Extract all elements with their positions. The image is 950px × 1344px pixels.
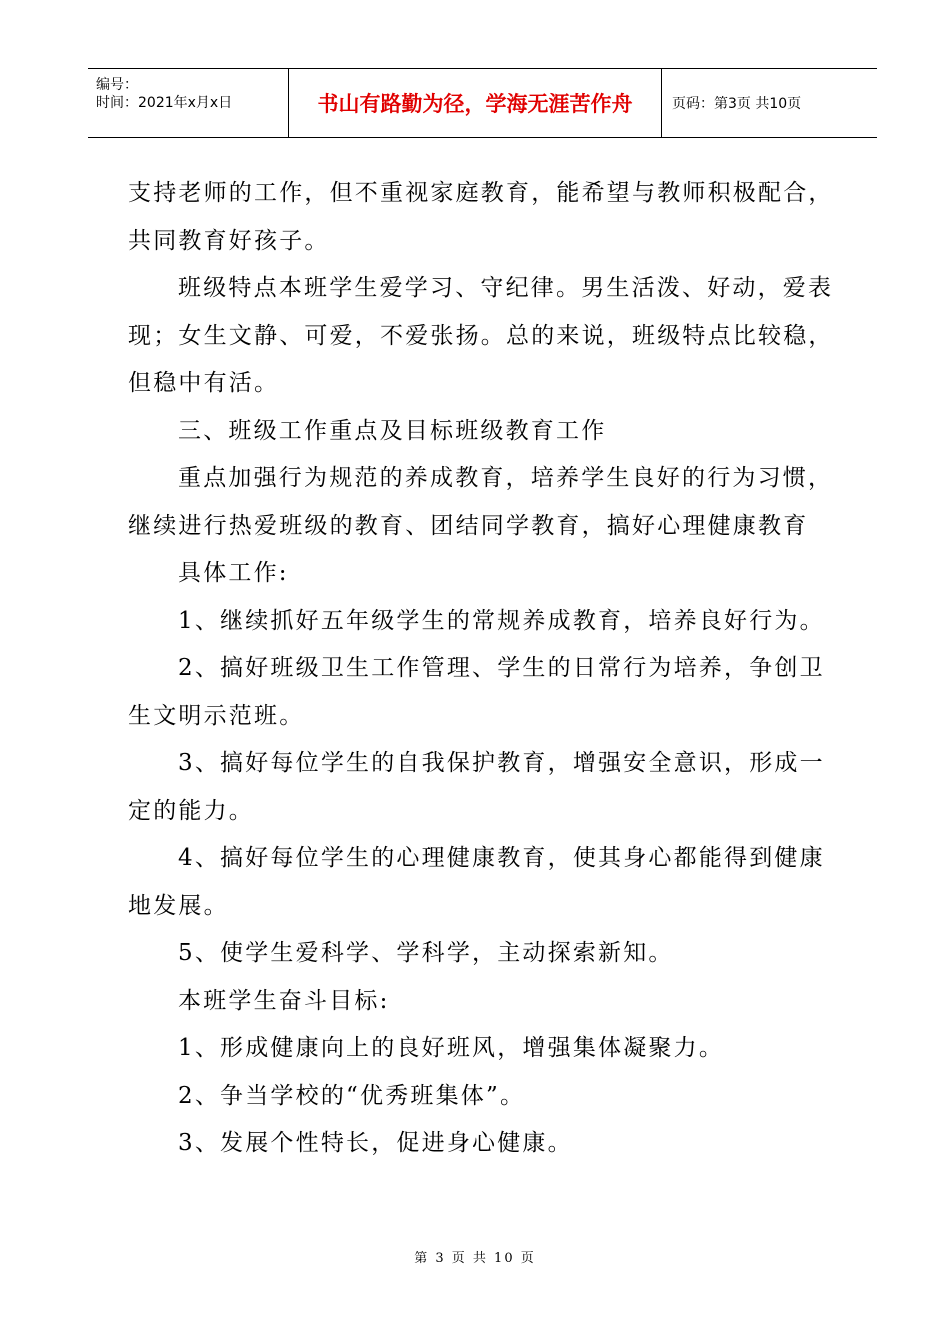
- paragraph: 支持老师的工作，但不重视家庭教育，能希望与教师积极配合，共同教育好孩子。: [128, 180, 834, 254]
- header-motto: 书山有路勤为径，学海无涯苦作舟: [289, 69, 662, 137]
- subheading: 具体工作:: [178, 560, 289, 586]
- list-item: 2、搞好班级卫生工作管理、学生的日常行为培养，争创卫生文明示范班。: [128, 655, 825, 729]
- list-item: 2、争当学校的“优秀班集体”。: [178, 1082, 526, 1109]
- section-heading: 三、班级工作重点及目标班级教育工作: [178, 417, 607, 444]
- page-header: [88, 68, 877, 138]
- list-item: 4、搞好每位学生的心理健康教育，使其身心都能得到健康地发展。: [128, 845, 825, 919]
- subheading: 本班学生奋斗目标:: [178, 987, 390, 1014]
- time-label: 时间：2021年x月x日: [96, 95, 233, 111]
- number-label: 编号：: [96, 77, 138, 93]
- list-item: 3、发展个性特长，促进身心健康。: [178, 1130, 573, 1156]
- paragraph: 重点加强行为规范的养成教育，培养学生良好的行为习惯，继续进行热爱班级的教育、团结同学教育，搞好心理健康教育: [128, 465, 834, 539]
- page-footer: 第 3 页 共 10 页: [414, 1251, 536, 1266]
- list-item: 3、搞好每位学生的自我保护教育，增强安全意识，形成一定的能力。: [128, 750, 825, 824]
- list-item: 1、继续抓好五年级学生的常规养成教育，培养良好行为。: [178, 607, 825, 634]
- list-item: 1、形成健康向上的良好班风，增强集体凝聚力。: [178, 1035, 725, 1061]
- paragraph: 班级特点本班学生爱学习、守纪律。男生活泼、好动，爱表现；女生文静、可爱，不爱张扬。总的来说，班级特点比较稳，但稳中有活。: [128, 275, 834, 396]
- header-info-cell: [88, 69, 289, 137]
- list-item: 5、使学生爱科学、学科学，主动探索新知。: [178, 940, 674, 966]
- document-body: [128, 170, 848, 1168]
- header-page-label: 页码：第3页 共10页: [672, 96, 802, 112]
